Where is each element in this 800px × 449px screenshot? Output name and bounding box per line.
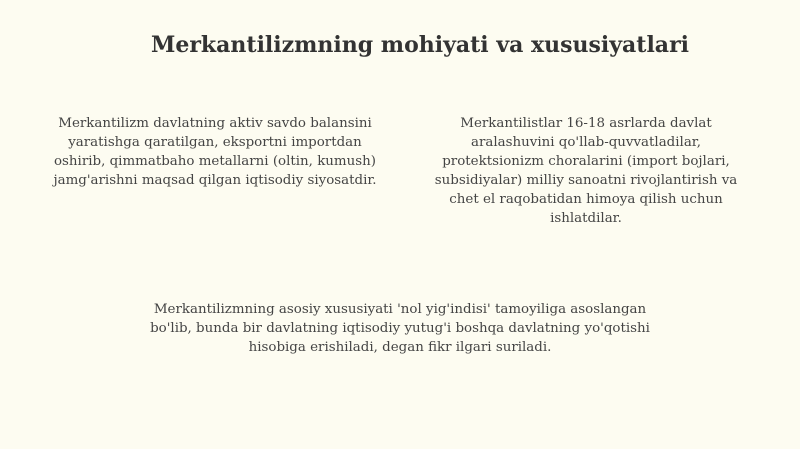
slide-title: Merkantilizmning mohiyati va xususiyatlari bbox=[150, 32, 690, 58]
paragraph-zero-sum: Merkantilizmning asosiy xususiyati 'nol yig'indisi' tamoyiliga asoslangan bo'lib, bunda bir davlatning iqtisodiy yutug'i boshqa davlatning yo'qotishi hisobiga erishiladi, degan fikr ilgari suriladi. bbox=[150, 302, 650, 355]
paragraph-definition: Merkantilizm davlatning aktiv savdo balansini yaratishga qaratilgan, eksportni importdan oshirib, qimmatbaho metallarni (oltin, kumush) jamg'arishni maqsad qilgan iqtisodiy siyosatdir. bbox=[53, 116, 377, 188]
paragraph-protectionism: Merkantilistlar 16-18 asrlarda davlat aralashuvini qo'llab-quvvatladilar, protektsionizm choralarini (import bojlari, subsidiyalar) milliy sanoatni rivojlantirish va chet el raqobatidan himoya qilish uchun ishlatdilar. bbox=[434, 116, 738, 226]
